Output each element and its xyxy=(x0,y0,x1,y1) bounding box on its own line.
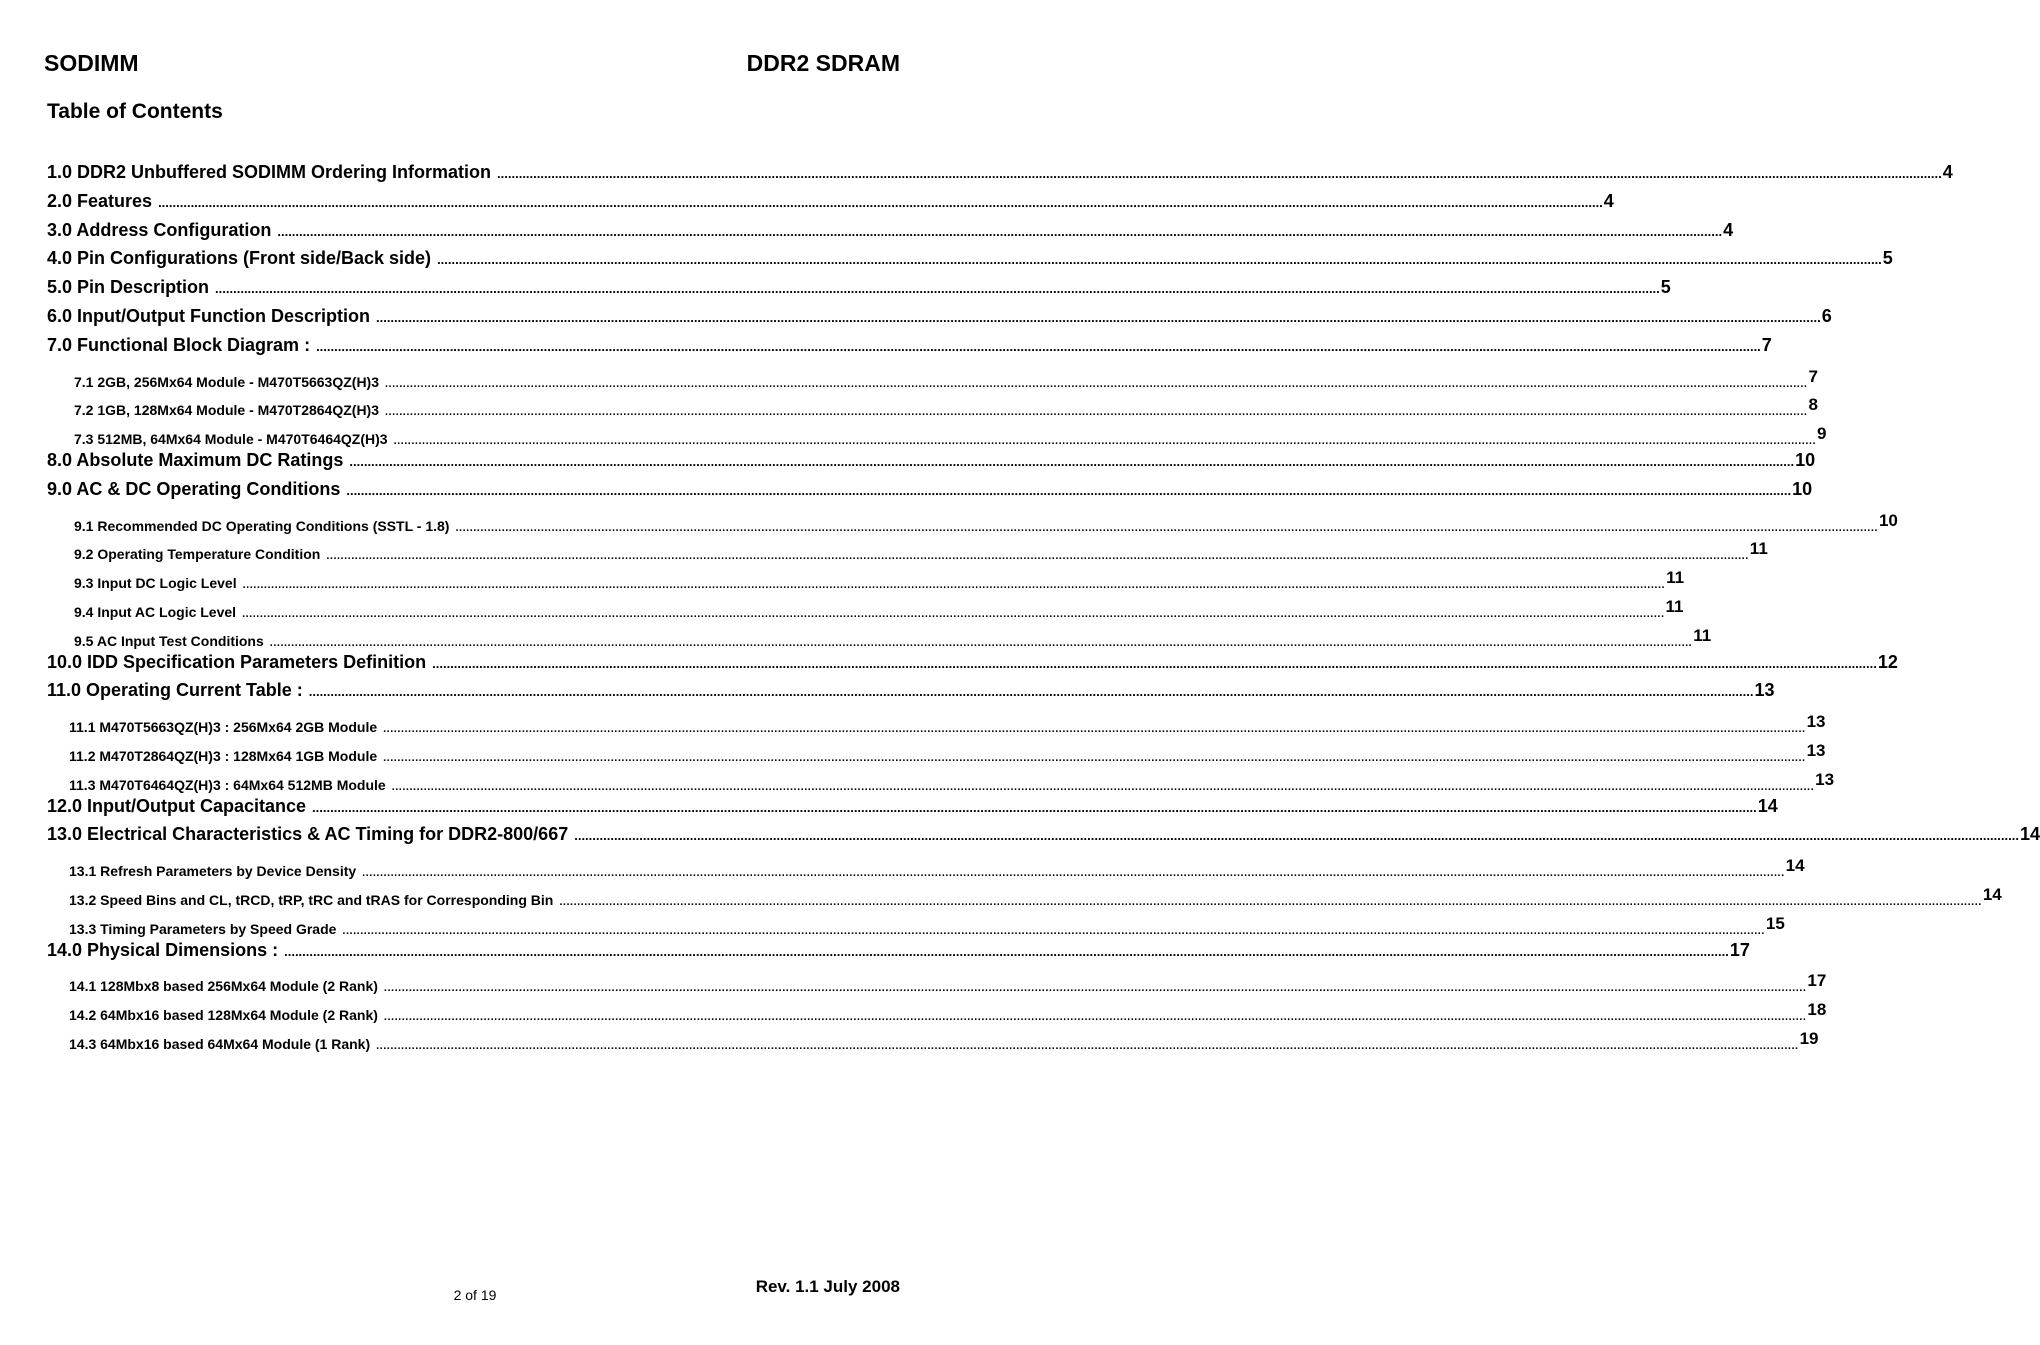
toc-entry-page: 12 xyxy=(1877,651,1898,672)
toc-entry-title: 7.3 512MB, 64Mx64 Module - M470T6464QZ(H)3 xyxy=(74,431,388,448)
dot-leader: ................................................................................................................................................................................................................................................................................................................................................................................................................ xyxy=(342,924,1765,937)
toc-entry-page: 4 xyxy=(1723,219,1734,240)
dot-leader: ................................................................................................................................................................................................................................................................................................................................................................................................................ xyxy=(432,655,1877,671)
toc-entry[interactable] xyxy=(47,707,1826,736)
toc-entry-page: 13 xyxy=(1806,712,1826,732)
dot-leader: ................................................................................................................................................................................................................................................................................................................................................................................................................ xyxy=(242,607,1665,620)
toc-entry-title: 11.3 M470T6464QZ(H)3 : 64Mx64 512MB Module xyxy=(69,776,386,793)
toc-entry[interactable] xyxy=(47,1024,1819,1053)
toc-entry[interactable] xyxy=(47,592,1684,621)
dot-leader: ................................................................................................................................................................................................................................................................................................................................................................................................................ xyxy=(385,377,1808,390)
toc-entry-page: 10 xyxy=(1792,478,1813,499)
toc-entry[interactable] xyxy=(47,909,1785,938)
dot-leader: ................................................................................................................................................................................................................................................................................................................................................................................................................ xyxy=(316,338,1761,354)
toc-entry-page: 9 xyxy=(1817,424,1827,444)
toc-entry-title: 9.2 Operating Temperature Condition xyxy=(74,546,321,563)
toc-entry-title: 7.1 2GB, 256Mx64 Module - M470T5663QZ(H)3 xyxy=(74,373,379,390)
toc-entry-title: 11.2 M470T2864QZ(H)3 : 128Mx64 1GB Module xyxy=(69,747,378,764)
toc-entry[interactable] xyxy=(47,938,1750,967)
toc-entry-page: 10 xyxy=(1878,510,1898,530)
toc-entry[interactable] xyxy=(47,678,1775,707)
toc-entry-page: 11 xyxy=(1665,596,1684,616)
dot-leader: ................................................................................................................................................................................................................................................................................................................................................................................................................ xyxy=(393,435,1817,448)
dot-leader: ................................................................................................................................................................................................................................................................................................................................................................................................................ xyxy=(376,1039,1799,1052)
toc-entry-title: 12.0 Input/Output Capacitance xyxy=(47,795,307,816)
dot-leader: ................................................................................................................................................................................................................................................................................................................................................................................................................ xyxy=(574,828,2019,844)
dot-leader: ................................................................................................................................................................................................................................................................................................................................................................................................................ xyxy=(326,550,1749,563)
toc-entry-title: 9.3 Input DC Logic Level xyxy=(74,575,237,592)
toc-entry-page: 14 xyxy=(1757,795,1778,816)
toc-entry[interactable] xyxy=(47,160,1953,189)
toc-entry[interactable] xyxy=(47,851,1805,880)
toc-entry-title: 14.2 64Mbx16 based 128Mx64 Module (2 Rank) xyxy=(69,1007,378,1024)
dot-leader: ................................................................................................................................................................................................................................................................................................................................................................................................................ xyxy=(269,636,1693,649)
toc-entry[interactable] xyxy=(47,966,1827,995)
toc-entry[interactable] xyxy=(47,765,1835,794)
toc-entry[interactable] xyxy=(47,880,2002,909)
toc-entry[interactable] xyxy=(47,189,1614,218)
toc-entry-title: 1.0 DDR2 Unbuffered SODIMM Ordering Information xyxy=(47,162,492,182)
toc-entry[interactable] xyxy=(47,621,1712,650)
toc-entry-page: 6 xyxy=(1821,305,1832,326)
toc-entry-page: 14 xyxy=(2019,824,2040,845)
toc-entry-page: 5 xyxy=(1882,248,1893,269)
toc-entry-page: 14 xyxy=(1982,884,2002,904)
toc-entry-title: 9.5 AC Input Test Conditions xyxy=(74,632,264,649)
toc-entry-title: 14.1 128Mbx8 based 256Mx64 Module (2 Rank) xyxy=(69,978,378,995)
dot-leader: ................................................................................................................................................................................................................................................................................................................................................................................................................ xyxy=(346,482,1792,498)
toc-entry-page: 5 xyxy=(1660,277,1671,298)
toc-entry-page: 7 xyxy=(1761,334,1772,355)
dot-leader: ................................................................................................................................................................................................................................................................................................................................................................................................................ xyxy=(215,281,1660,297)
toc-entry-page: 13 xyxy=(1815,769,1835,789)
dot-leader: ................................................................................................................................................................................................................................................................................................................................................................................................................ xyxy=(383,1011,1807,1024)
toc-entry-title: 10.0 IDD Specification Parameters Definition xyxy=(47,651,427,672)
toc-entry-title: 5.0 Pin Description xyxy=(47,277,210,298)
toc-entry-page: 13 xyxy=(1754,680,1775,701)
toc-entry-page: 4 xyxy=(1942,162,1953,182)
toc-entry-title: 4.0 Pin Configurations (Front side/Back side) xyxy=(47,248,432,269)
toc-entry[interactable] xyxy=(47,477,1813,506)
toc-entry[interactable] xyxy=(47,304,1832,333)
toc-entry[interactable] xyxy=(47,419,1827,448)
toc-entry[interactable] xyxy=(47,246,1893,275)
toc-entry-page: 4 xyxy=(1603,190,1614,211)
table-of-contents xyxy=(47,160,2040,1053)
toc-entry[interactable] xyxy=(47,650,1898,679)
toc-entry-page: 15 xyxy=(1765,913,1785,933)
toc-entry-page: 8 xyxy=(1808,395,1818,415)
toc-entry-page: 17 xyxy=(1807,971,1827,991)
toc-entry-title: 14.0 Physical Dimensions : xyxy=(47,939,279,960)
toc-entry-title: 8.0 Absolute Maximum DC Ratings xyxy=(47,449,344,470)
toc-entry-title: 3.0 Address Configuration xyxy=(47,219,272,240)
dot-leader: ................................................................................................................................................................................................................................................................................................................................................................................................................ xyxy=(383,751,1806,764)
toc-entry[interactable] xyxy=(47,448,1816,477)
dot-leader: ................................................................................................................................................................................................................................................................................................................................................................................................................ xyxy=(559,895,1982,908)
toc-entry[interactable] xyxy=(47,362,1818,391)
toc-entry-title: 9.1 Recommended DC Operating Conditions (SSTL - 1.8) xyxy=(74,517,450,534)
dot-leader: ................................................................................................................................................................................................................................................................................................................................................................................................................ xyxy=(312,799,1757,815)
toc-entry-title: 14.3 64Mbx16 based 64Mx64 Module (1 Rank) xyxy=(69,1035,371,1052)
toc-entry[interactable] xyxy=(47,563,1685,592)
dot-leader: ................................................................................................................................................................................................................................................................................................................................................................................................................ xyxy=(383,982,1807,995)
dot-leader: ................................................................................................................................................................................................................................................................................................................................................................................................................ xyxy=(375,309,1821,325)
toc-entry[interactable] xyxy=(47,390,1818,419)
toc-entry[interactable] xyxy=(47,218,1734,247)
toc-entry-title: 6.0 Input/Output Function Description xyxy=(47,305,370,326)
toc-entry[interactable] xyxy=(47,794,1778,823)
toc-entry-page: 14 xyxy=(1785,856,1805,876)
toc-entry-page: 11 xyxy=(1693,625,1712,645)
dot-leader: ................................................................................................................................................................................................................................................................................................................................................................................................................ xyxy=(362,867,1785,880)
toc-entry-page: 19 xyxy=(1799,1028,1819,1048)
dot-leader: ................................................................................................................................................................................................................................................................................................................................................................................................................ xyxy=(383,723,1806,736)
toc-entry[interactable] xyxy=(47,736,1826,765)
toc-entry[interactable] xyxy=(47,822,2040,851)
dot-leader: ................................................................................................................................................................................................................................................................................................................................................................................................................ xyxy=(158,194,1603,210)
dot-leader: ................................................................................................................................................................................................................................................................................................................................................................................................................ xyxy=(391,780,1815,793)
header-product-type: SODIMM xyxy=(44,50,139,76)
toc-entry-title: 2.0 Features xyxy=(47,190,153,211)
toc-entry-page: 11 xyxy=(1749,539,1768,559)
toc-entry[interactable] xyxy=(47,333,1772,362)
toc-entry[interactable] xyxy=(47,506,1898,535)
toc-entry-title: 11.1 M470T5663QZ(H)3 : 256Mx64 2GB Module xyxy=(69,719,378,736)
toc-entry-page: 10 xyxy=(1795,449,1816,470)
toc-title: Table of Contents xyxy=(47,100,223,123)
toc-entry[interactable] xyxy=(47,995,1827,1024)
dot-leader: ................................................................................................................................................................................................................................................................................................................................................................................................................ xyxy=(385,406,1808,419)
header-product-name: DDR2 SDRAM xyxy=(746,50,900,76)
toc-entry-title: 13.2 Speed Bins and CL, tRCD, tRP, tRC and tRAS for Corresponding Bin xyxy=(69,891,554,908)
toc-entry-title: 9.4 Input AC Logic Level xyxy=(74,603,237,620)
dot-leader: ................................................................................................................................................................................................................................................................................................................................................................................................................ xyxy=(437,252,1882,268)
dot-leader: ................................................................................................................................................................................................................................................................................................................................................................................................................ xyxy=(284,943,1729,959)
toc-entry[interactable] xyxy=(47,275,1671,304)
toc-entry-page: 11 xyxy=(1666,568,1685,588)
toc-entry-page: 18 xyxy=(1807,1000,1827,1020)
dot-leader: ................................................................................................................................................................................................................................................................................................................................................................................................................ xyxy=(277,223,1723,239)
toc-entry-title: 11.0 Operating Current Table : xyxy=(47,680,303,701)
toc-entry-page: 7 xyxy=(1808,366,1818,386)
dot-leader: ................................................................................................................................................................................................................................................................................................................................................................................................................ xyxy=(497,166,1942,181)
toc-entry-page: 13 xyxy=(1806,740,1826,760)
toc-entry-title: 13.3 Timing Parameters by Speed Grade xyxy=(69,920,337,937)
toc-entry-title: 7.2 1GB, 128Mx64 Module - M470T2864QZ(H)3 xyxy=(74,402,379,419)
dot-leader: ................................................................................................................................................................................................................................................................................................................................................................................................................ xyxy=(242,579,1666,592)
toc-entry[interactable] xyxy=(47,534,1768,563)
toc-entry-title: 13.1 Refresh Parameters by Device Density xyxy=(69,863,357,880)
toc-entry-title: 13.0 Electrical Characteristics & AC Timing for DDR2-800/667 xyxy=(47,824,569,845)
toc-entry-title: 7.0 Functional Block Diagram : xyxy=(47,334,311,355)
dot-leader: ................................................................................................................................................................................................................................................................................................................................................................................................................ xyxy=(308,684,1754,700)
toc-entry-page: 17 xyxy=(1729,939,1750,960)
revision-label: Rev. 1.1 July 2008 xyxy=(755,1277,900,1296)
page-number: 2 of 19 xyxy=(453,1287,497,1303)
dot-leader: ................................................................................................................................................................................................................................................................................................................................................................................................................ xyxy=(455,521,1878,534)
toc-entry-title: 9.0 AC & DC Operating Conditions xyxy=(47,478,341,499)
dot-leader: ................................................................................................................................................................................................................................................................................................................................................................................................................ xyxy=(349,453,1795,469)
